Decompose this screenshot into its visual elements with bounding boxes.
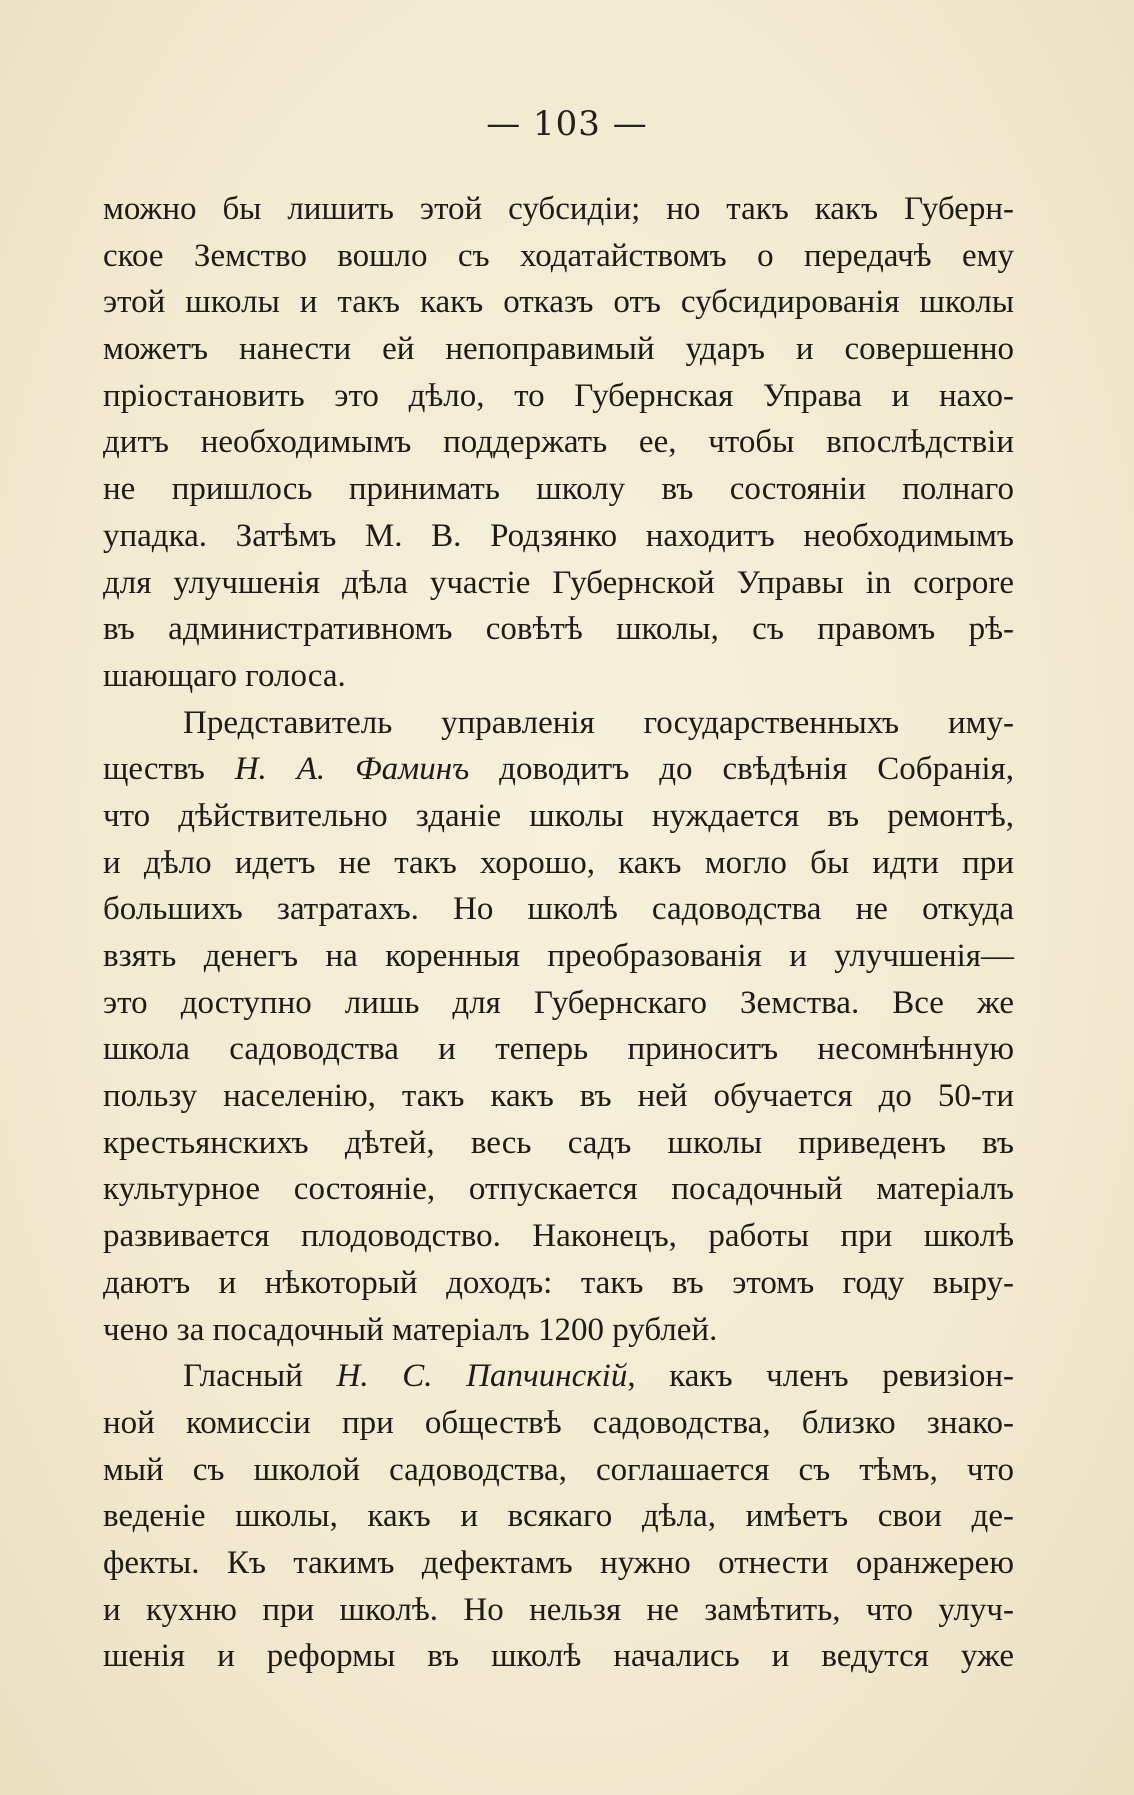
text-fragment: Гласный: [183, 1358, 337, 1395]
text-line: [103, 1353, 1014, 1400]
text-line: ское Земство вошло съ ходатайствомъ о передачѣ ему: [103, 237, 1014, 274]
text-line: [103, 746, 1014, 793]
text-line: фекты. Къ такимъ дефектамъ нужно отнести оранжерею: [103, 1544, 1014, 1581]
text-line: культурное состояніе, отпускается посадочный матеріалъ: [103, 1171, 1014, 1208]
text-fragment: ществъ: [103, 751, 235, 788]
text-line: веденіе школы, какъ и всякаго дѣла, имѣетъ свои де-: [103, 1498, 1014, 1535]
text-line: не пришлось принимать школу въ состояніи полнаго: [103, 471, 1014, 508]
text-line: это доступно лишь для Губернскаго Земства. Все же: [103, 984, 1014, 1021]
body-text: [103, 186, 1014, 1680]
text-line: можетъ нанести ей непоправимый ударъ и совершенно: [103, 331, 1014, 368]
page-number: — 103 —: [486, 104, 648, 144]
text-line: для улучшенія дѣла участіе Губернской Управы in corpore: [103, 564, 1014, 601]
text-line: пользу населенію, такъ какъ въ ней обучается до 50-ти: [103, 1078, 1014, 1115]
speaker-name: Н. С. Папчинскій: [336, 1358, 628, 1395]
text-line: крестьянскихъ дѣтей, весь садъ школы приведенъ въ: [103, 1124, 1014, 1161]
text-fragment: , какъ членъ ревизіон-: [627, 1358, 1014, 1395]
text-line: и дѣло идетъ не такъ хорошо, какъ могло бы идти при: [103, 844, 1014, 881]
text-line: въ административномъ совѣтѣ школы, съ правомъ рѣ-: [103, 611, 1014, 648]
text-fragment: доводитъ до свѣдѣнія Собранія,: [469, 751, 1014, 788]
text-line: этой школы и такъ какъ отказъ отъ субсидированія школы: [103, 284, 1014, 321]
text-line: большихъ затратахъ. Но школѣ садоводства не откуда: [103, 891, 1014, 928]
text-line: ной комиссіи при обществѣ садоводства, близко знако-: [103, 1404, 1014, 1441]
text-line: школа садоводства и теперь приноситъ несомнѣнную: [103, 1031, 1014, 1068]
text-line: и кухню при школѣ. Но нельзя не замѣтить, что улуч-: [103, 1591, 1014, 1628]
text-line: дитъ необходимымъ поддержать ее, чтобы впослѣдствіи: [103, 424, 1014, 461]
text-line: Представитель управленія государственныхъ иму-: [183, 704, 1014, 741]
text-line: что дѣйствительно зданіе школы нуждается въ ремонтѣ,: [103, 797, 1014, 834]
text-line: мый съ школой садоводства, соглашается съ тѣмъ, что: [103, 1451, 1014, 1488]
text-line: развивается плодоводство. Наконецъ, работы при школѣ: [103, 1218, 1014, 1255]
text-line: чено за посадочный матеріалъ 1200 рублей.: [103, 1311, 718, 1348]
text-line: можно бы лишить этой субсидіи; но такъ какъ Губерн-: [103, 191, 1014, 227]
text-line: упадка. Затѣмъ М. В. Родзянко находитъ необходимымъ: [103, 517, 1014, 554]
text-line: взять денегъ на коренныя преобразованія и улучшенія—: [103, 938, 1014, 974]
text-line: шенія и реформы въ школѣ начались и ведутся уже: [103, 1638, 1014, 1675]
text-line: шающаго голоса.: [103, 657, 346, 694]
text-line: пріостановить это дѣло, то Губернская Управа и нахо-: [103, 377, 1014, 414]
speaker-name: Н. А. Фаминъ: [234, 751, 470, 788]
text-line: даютъ и нѣкоторый доходъ: такъ въ этомъ году выру-: [103, 1264, 1014, 1301]
